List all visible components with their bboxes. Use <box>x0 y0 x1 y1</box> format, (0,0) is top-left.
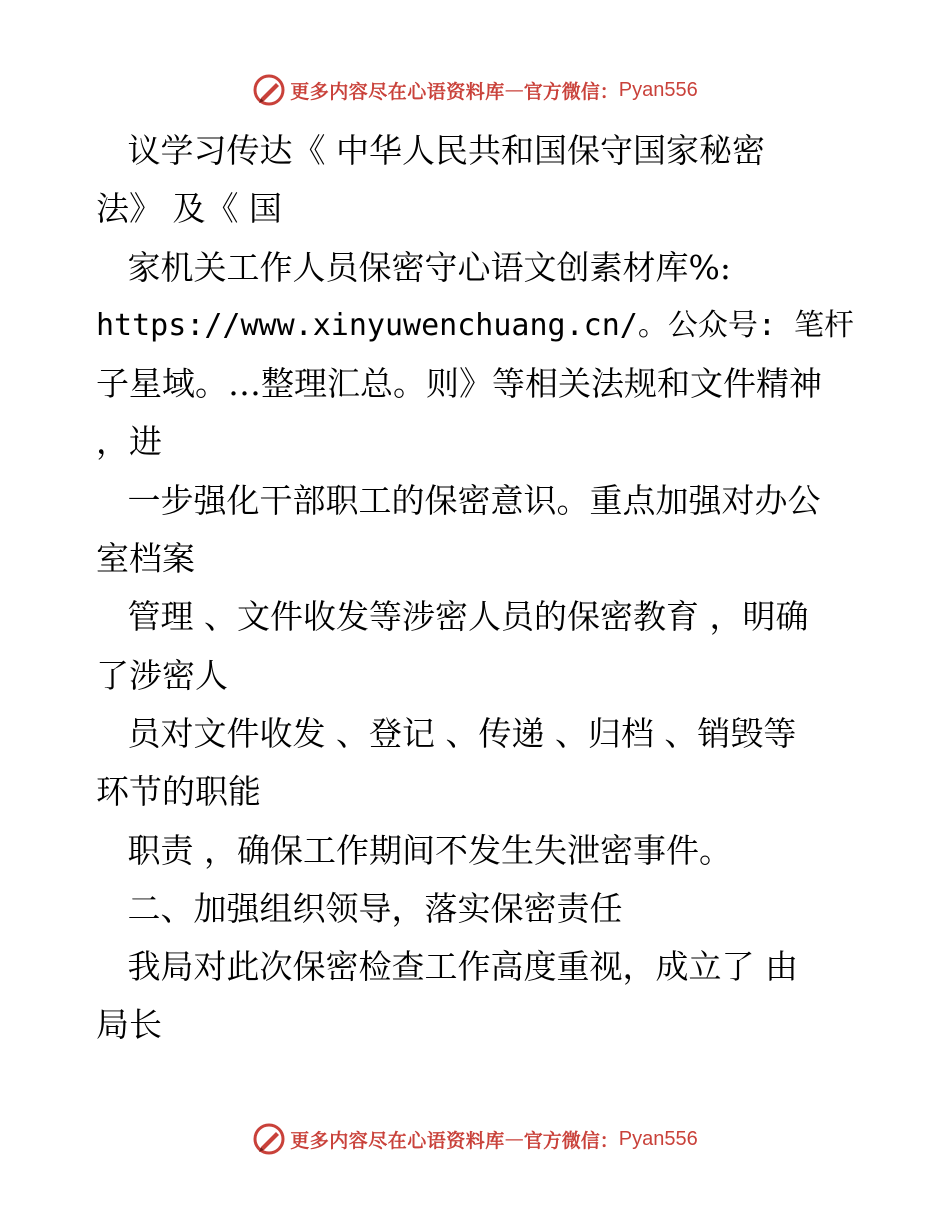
text-line: 法》 及《 国 <box>96 189 282 229</box>
banner-wechat-label: 官方微信： <box>523 80 619 103</box>
text-line: 议学习传达《 中华人民共和国保守国家秘密 <box>96 131 765 170</box>
text-line: 子星域。…整理汇总。则》等相关法规和文件精神 <box>96 364 822 404</box>
text-line: 家机关工作人员保密守心语文创素材库%: <box>96 247 731 287</box>
document-body <box>96 122 856 1055</box>
banner-separator: — <box>504 1128 524 1150</box>
text-line: 环节的职能 <box>96 772 261 812</box>
banner-slogan: 更多内容尽在心语资料库 <box>290 1129 505 1152</box>
banner-separator: — <box>504 79 524 101</box>
text-line: 局长 <box>96 1005 162 1045</box>
text-line: 一步强化干部职工的保密意识。重点加强对办公 <box>96 480 821 520</box>
text-line: 员对文件收发 、登记 、传递 、归档 、销毁等 <box>96 713 797 753</box>
footer-banner <box>0 1121 950 1157</box>
text-line-url: https://www.xinyuwenchuang.cn/。公众号: 笔杆 <box>96 307 854 343</box>
header-banner <box>0 72 950 108</box>
section-heading: 二、加强组织领导，落实保密责任 <box>96 888 623 928</box>
text-line: 我局对此次保密检查工作高度重视，成立了 由 <box>96 947 798 987</box>
text-line: ，进 <box>96 422 162 462</box>
pen-logo-icon <box>252 1122 286 1156</box>
banner-wechat-id: Pyan556 <box>618 1127 698 1150</box>
text-line: 了涉密人 <box>96 655 228 695</box>
text-line: 职责 ，确保工作期间不发生失泄密事件。 <box>96 830 732 870</box>
banner-slogan: 更多内容尽在心语资料库 <box>290 80 505 103</box>
text-line: 管理 、文件收发等涉密人员的保密教育 ，明确 <box>96 597 809 637</box>
banner-wechat-id: Pyan556 <box>618 78 698 101</box>
pen-logo-icon <box>252 73 286 107</box>
banner-wechat-label: 官方微信： <box>523 1129 619 1152</box>
text-line: 室档案 <box>96 539 195 579</box>
